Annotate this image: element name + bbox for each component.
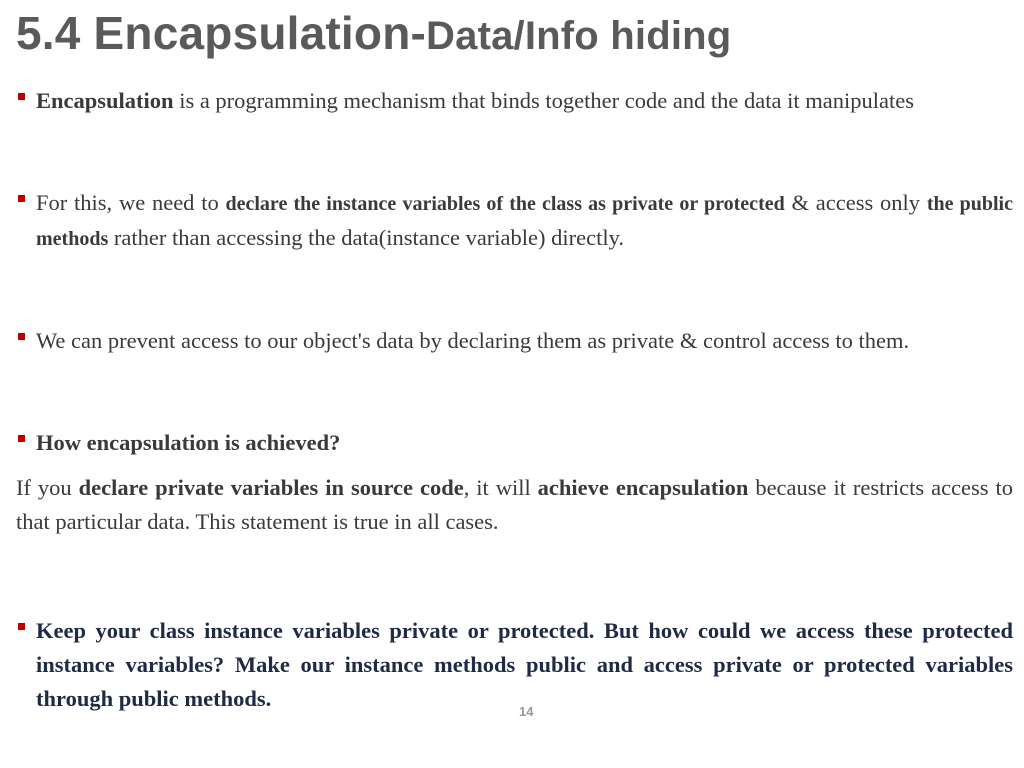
bullet-text: [36, 426, 1013, 460]
bullet-declare-instance-variables: [18, 186, 1013, 256]
bullet-text: [36, 84, 1013, 118]
paragraph-body: If you: [16, 475, 79, 500]
bullet-body: is a programming mechanism that binds together code and the data it manipulates: [173, 88, 914, 113]
explanation-paragraph: [16, 471, 1013, 539]
slide-title-sub: Data/Info hiding: [426, 14, 732, 58]
paragraph-emphasis: achieve encapsulation: [537, 475, 749, 500]
bullet-keep-variables-private: [18, 614, 1013, 716]
term-encapsulation: Encapsulation: [36, 88, 174, 113]
bullet-text: [36, 186, 1013, 256]
bullet-body: rather than accessing the data(instance variable) directly.: [108, 225, 625, 250]
bullet-marker: [18, 93, 25, 100]
bullet-text: We can prevent access to our object's data by declaring them as private & control access to them.: [36, 328, 910, 353]
slide-title: [16, 6, 731, 60]
bullet-emphasis: the public methods: [36, 193, 1013, 250]
bullet-prevent-access: [18, 324, 1013, 358]
bullet-emphasis: Keep your class instance variables private or protected. But how could we access these protected instance variables? Make our instance methods public and access private or protected variables through public methods.: [36, 618, 1013, 711]
bullet-encapsulation-definition: [18, 84, 1013, 118]
bullet-heading: How encapsulation is achieved?: [36, 430, 341, 455]
bullet-marker: [18, 333, 25, 340]
bullet-marker: [18, 623, 25, 630]
bullet-how-achieved: [18, 426, 1013, 460]
slide-title-main: 5.4 Encapsulation-: [16, 7, 427, 59]
bullet-body: & access only: [784, 190, 927, 215]
paragraph-emphasis: declare private variables in source code: [78, 475, 464, 500]
bullet-body: For this, we need to: [36, 190, 226, 215]
bullet-marker: [18, 195, 25, 202]
paragraph-body: , it will: [463, 475, 538, 500]
bullet-marker: [18, 435, 25, 442]
paragraph-body: because it restricts access to that particular data. This statement is true in all cases.: [16, 475, 1013, 534]
bullet-text: [36, 614, 1013, 716]
bullet-emphasis: declare the instance variables of the class as private or protected: [225, 193, 785, 215]
page-number: 14: [519, 704, 534, 719]
